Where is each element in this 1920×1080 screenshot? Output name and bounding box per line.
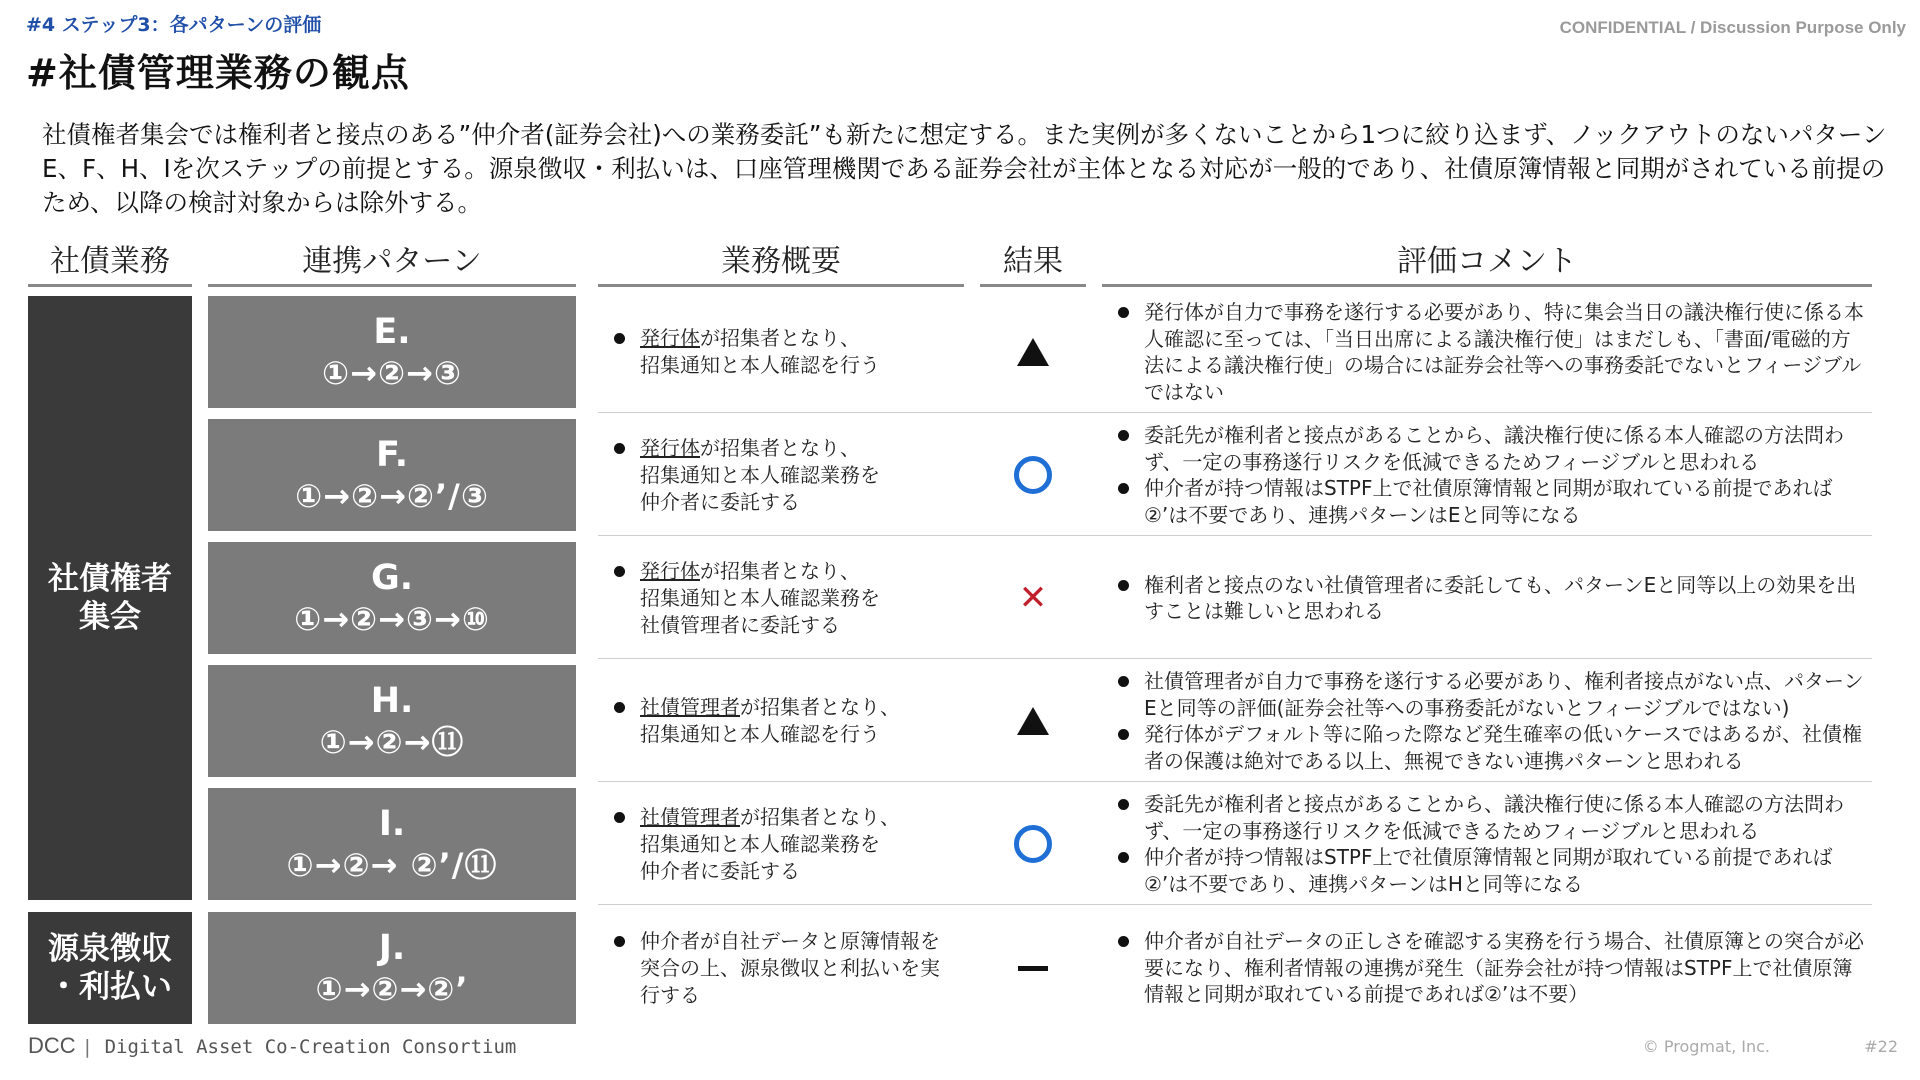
summary-term: 社債管理者 xyxy=(640,695,740,719)
pattern-flow: ①→②→⑪ xyxy=(319,723,465,761)
summary-term: 社債管理者 xyxy=(640,804,740,829)
pattern-flow: ①→②→ ②’/⑪ xyxy=(286,846,498,884)
category-meeting xyxy=(28,296,192,900)
confidential-label: CONFIDENTIAL / Discussion Purpose Only xyxy=(1559,18,1906,37)
pattern-box xyxy=(208,788,576,900)
result-cell xyxy=(980,788,1086,900)
pattern-letter: E. xyxy=(373,312,411,352)
pattern-letter: I. xyxy=(378,804,406,844)
summary-text: 仲介者が自社データと原簿情報を 突合の上、源泉徴収と利払いを実 行する xyxy=(640,928,940,1007)
comment-item: 仲介者が持つ情報はSTPF上で社債原簿情報と同期が取れている前提であれば②’は不要であり、連携パターンはHと同等になる xyxy=(1116,844,1868,897)
summary-cell xyxy=(612,419,972,531)
summary-text: が招集者となり、 招集通知と本人確認を行う xyxy=(640,695,900,746)
comment-cell xyxy=(1116,538,1868,658)
summary-cell xyxy=(612,665,972,777)
pattern-letter: F. xyxy=(375,435,409,475)
category-meeting-label: 社債権者 集会 xyxy=(48,561,172,635)
footer-copyright: © Progmat, Inc. xyxy=(1642,1037,1770,1056)
summary-cell xyxy=(612,912,972,1024)
pattern-letter: J. xyxy=(378,928,406,968)
footer-org: Digital Asset Co-Creation Consortium xyxy=(104,1036,517,1058)
footer-logo: DCC | Digital Asset Co-Creation Consortium xyxy=(28,1033,517,1058)
pattern-box xyxy=(208,419,576,531)
summary-item xyxy=(612,558,880,639)
summary-item xyxy=(612,325,880,379)
comment-cell xyxy=(1116,908,1868,1028)
comment-cell xyxy=(1116,415,1868,535)
pattern-box xyxy=(208,542,576,654)
triangle-icon xyxy=(1017,338,1049,366)
breadcrumb: #4 ステップ3：各パターンの評価 xyxy=(26,14,322,36)
header-pattern: 連携パターン xyxy=(208,240,576,287)
row-divider xyxy=(598,412,1872,413)
row-divider xyxy=(598,781,1872,782)
triangle-icon xyxy=(1017,707,1049,735)
pattern-box xyxy=(208,912,576,1024)
result-cell xyxy=(980,542,1086,654)
summary-item xyxy=(612,804,900,885)
summary-text: が招集者となり、 招集通知と本人確認業務を 仲介者に委託する xyxy=(640,435,880,514)
pattern-flow: ①→②→②’/③ xyxy=(295,477,489,515)
comment-item: 委託先が権利者と接点があることから、議決権行使に係る本人確認の方法問わず、一定の事務遂行リスクを低減できるためフィージブルと思われる xyxy=(1116,791,1868,844)
pattern-letter: G. xyxy=(370,558,414,598)
header-business: 社債業務 xyxy=(28,240,192,287)
summary-term: 発行体 xyxy=(640,558,700,583)
lead-text: 社債権者集会では権利者と接点のある”仲介者(証券会社)への業務委託”も新たに想定する。また実例が多くないことから1つに絞り込まず、ノックアウトのないパターンE、F、H、Iを次ステップの前提とする。源泉徴収・利払いは、口座管理機関である証券会社が主体となる対応が一般的であり、社債原簿情報と同期がされている前提のため、以降の検討対象からは除外する。 xyxy=(42,120,1887,217)
result-cell xyxy=(980,296,1086,408)
page-number: #22 xyxy=(1864,1037,1898,1056)
comment-item: 委託先が権利者と接点があることから、議決権行使に係る本人確認の方法問わず、一定の事務遂行リスクを低減できるためフィージブルと思われる xyxy=(1116,422,1868,475)
circle-icon xyxy=(1014,825,1052,863)
comment-item: 仲介者が持つ情報はSTPF上で社債原簿情報と同期が取れている前提であれば②’は不要であり、連携パターンはEと同等になる xyxy=(1116,475,1868,528)
summary-text: が招集者となり、 招集通知と本人確認業務を 仲介者に委託する xyxy=(640,804,900,883)
comment-cell xyxy=(1116,784,1868,904)
dash-icon xyxy=(1018,966,1048,971)
pattern-box xyxy=(208,296,576,408)
summary-item xyxy=(612,928,940,1009)
comment-cell xyxy=(1116,292,1868,412)
circle-icon xyxy=(1014,456,1052,494)
row-divider xyxy=(598,658,1872,659)
header-summary: 業務概要 xyxy=(598,240,964,287)
pattern-flow: ①→②→②’ xyxy=(315,970,469,1008)
pattern-letter: H. xyxy=(370,681,414,721)
header-result: 結果 xyxy=(980,240,1086,287)
row-divider xyxy=(598,904,1872,905)
result-cell xyxy=(980,912,1086,1024)
comment-cell xyxy=(1116,661,1868,781)
cross-icon: ✕ xyxy=(1018,578,1048,618)
category-withholding-label: 源泉徴収 ・利払い xyxy=(48,931,172,1005)
category-withholding xyxy=(28,912,192,1024)
summary-text: が招集者となり、 招集通知と本人確認業務を 社債管理者に委託する xyxy=(640,558,880,637)
summary-text: が招集者となり、 招集通知と本人確認を行う xyxy=(640,326,880,377)
result-cell xyxy=(980,665,1086,777)
dcc-logo: DCC xyxy=(28,1033,76,1058)
comment-item: 発行体がデフォルト等に陥った際など発生確率の低いケースではあるが、社債権者の保護は絶対である以上、無視できない連携パターンと思われる xyxy=(1116,721,1868,774)
comment-item: 仲介者が自社データの正しさを確認する実務を行う場合、社債原簿との突合が必要になり、権利者情報の連携が発生（証券会社が持つ情報はSTPF上で社債原簿情報と同期が取れている前提であれば②’は不要） xyxy=(1116,928,1868,1008)
page-title: #社債管理業務の観点 xyxy=(26,51,410,95)
summary-term: 発行体 xyxy=(640,326,700,350)
pattern-flow: ①→②→③ xyxy=(322,354,462,392)
summary-item xyxy=(612,694,900,748)
header-comment: 評価コメント xyxy=(1102,240,1872,287)
row-divider xyxy=(598,535,1872,536)
summary-term: 発行体 xyxy=(640,435,700,460)
comment-item: 社債管理者が自力で事務を遂行する必要があり、権利者接点がない点、パターンEと同等の評価(証券会社等への事務委託がないとフィージブルではない) xyxy=(1116,668,1868,721)
comment-item: 権利者と接点のない社債管理者に委託しても、パターンEと同等以上の効果を出すことは難しいと思われる xyxy=(1116,572,1868,625)
summary-cell xyxy=(612,788,972,900)
summary-item xyxy=(612,435,880,516)
result-cell xyxy=(980,419,1086,531)
pattern-flow: ①→②→③→⑩ xyxy=(294,600,490,638)
summary-cell xyxy=(612,542,972,654)
summary-cell xyxy=(612,296,972,408)
comment-item: 発行体が自力で事務を遂行する必要があり、特に集会当日の議決権行使に係る本人確認に至っては、「当日出席による議決権行使」はまだしも、「書面/電磁的方法による議決権行使」の場合には証券会社等への事務委託でないとフィージブルではない xyxy=(1116,299,1868,405)
pattern-box xyxy=(208,665,576,777)
